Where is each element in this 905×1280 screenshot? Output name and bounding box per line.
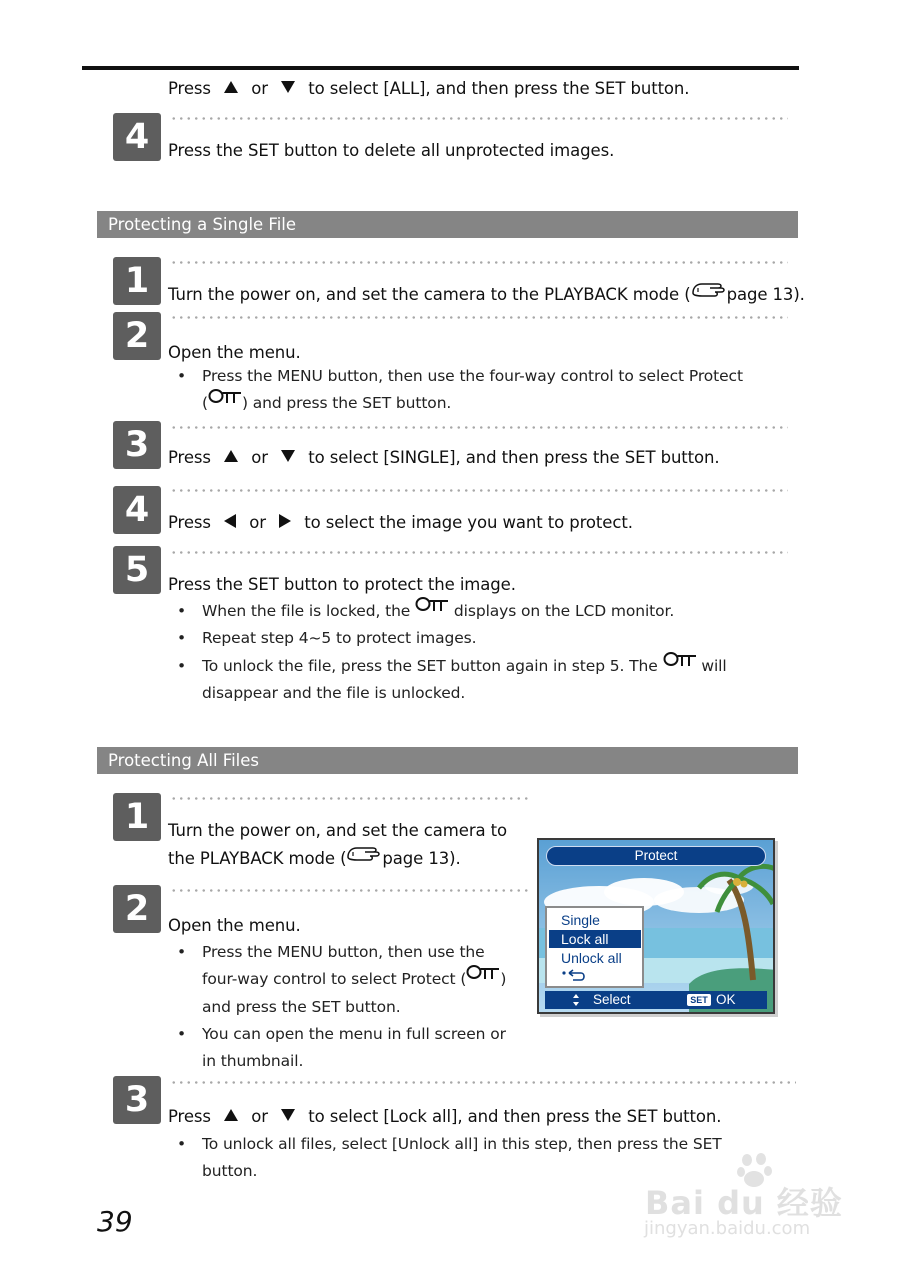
bullet-continuation: in thumbnail.: [202, 1052, 304, 1070]
text-press: Press: [168, 1107, 211, 1126]
dotted-divider: [170, 426, 788, 429]
step-text: [168, 281, 805, 310]
lcd-ok-label: OK: [716, 992, 736, 1007]
text-select-single: to select [SINGLE], and then press the SET button.: [308, 448, 720, 467]
step-text: Press the SET button to delete all unprotected images.: [168, 141, 615, 160]
lcd-menu-item-unlock-all[interactable]: Unlock all: [561, 950, 622, 966]
lcd-protect-menu: [545, 906, 644, 988]
bullet-continuation: button.: [202, 1162, 258, 1180]
page-number: 39: [97, 1205, 133, 1238]
up-arrow-icon: [224, 81, 238, 93]
back-arrow-icon: [561, 968, 587, 982]
section-heading-single: [97, 211, 798, 238]
step-number-badge: 4: [113, 486, 161, 534]
step-number-badge: 2: [113, 885, 161, 933]
top-rule: [82, 66, 799, 70]
dotted-divider: [170, 889, 532, 892]
text-or: or: [251, 448, 268, 467]
up-arrow-icon: [224, 1109, 238, 1121]
set-key-icon: SET: [687, 994, 711, 1006]
bullet-text: displays on the LCD monitor.: [453, 602, 675, 620]
text-or: or: [251, 79, 268, 98]
left-arrow-icon: [224, 514, 236, 528]
dotted-divider: [170, 316, 788, 319]
text-or: or: [251, 1107, 268, 1126]
step-number-badge: 3: [113, 421, 161, 469]
text-playback: the PLAYBACK mode (: [168, 849, 347, 868]
watermark-brand: Bai du 经验: [645, 1184, 843, 1222]
dotted-divider: [170, 797, 532, 800]
bullet-text: Repeat step 4~5 to protect images.: [202, 629, 477, 647]
step-number-badge: 4: [113, 113, 161, 161]
bullet-item: • When the file is locked, the displays on the LCD monitor.: [202, 598, 674, 625]
bullet-text: Press the MENU button, then use the: [202, 943, 485, 961]
bullet-text: You can open the menu in full screen or: [202, 1025, 506, 1043]
text-or: or: [249, 513, 266, 532]
step-text: [168, 845, 461, 874]
text-page-ref: page 13).: [382, 849, 461, 868]
text-select-lock-all: to select [Lock all], and then press the SET button.: [308, 1107, 722, 1126]
text-page-ref: page 13).: [726, 285, 805, 304]
baidu-watermark: [640, 1150, 855, 1245]
text-press: Press: [168, 513, 211, 532]
bullet-text: To unlock all files, select [Unlock all] in this step, then press the SET: [202, 1135, 722, 1153]
bullet-text: To unlock the file, press the SET button again in step 5. The: [202, 657, 658, 675]
step-number-badge: 1: [113, 257, 161, 305]
bullet-text: Press the MENU button, then use the four-way control to select Protect: [202, 367, 743, 385]
up-arrow-icon: [224, 450, 238, 462]
lcd-menu-item-lock-all[interactable]: Lock all: [549, 930, 641, 948]
step-number-badge: 1: [113, 793, 161, 841]
lcd-menu-item-single[interactable]: Single: [561, 912, 600, 928]
key-lock-icon: [663, 650, 697, 677]
step-text: Press the SET button to protect the image.: [168, 575, 516, 594]
bullet-item: • To unlock all files, select [Unlock all] in this step, then press the SET: [177, 1135, 722, 1153]
bullet-continuation: [202, 966, 506, 993]
updown-arrow-icon: [571, 991, 581, 1014]
down-arrow-icon: [281, 81, 295, 93]
bullet-item: • Repeat step 4~5 to protect images.: [177, 629, 477, 647]
lcd-select-label: Select: [593, 992, 631, 1007]
step-number-badge: 2: [113, 312, 161, 360]
lcd-menu-item-back[interactable]: [549, 968, 641, 986]
down-arrow-icon: [281, 450, 295, 462]
step-text: Open the menu.: [168, 916, 301, 935]
section-heading-all: [97, 747, 798, 774]
down-arrow-icon: [281, 1109, 295, 1121]
bullet-text: four-way control to select Protect (: [202, 970, 467, 988]
step-number-badge: 3: [113, 1076, 161, 1124]
step-text: [168, 509, 633, 536]
key-lock-icon: [208, 387, 242, 414]
bullet-text: ) and press the SET button.: [241, 394, 452, 412]
step-text: Turn the power on, and set the camera to: [168, 821, 508, 840]
bullet-item: • You can open the menu in full screen or: [177, 1025, 506, 1043]
step-number-badge: 5: [113, 546, 161, 594]
step-text: [168, 1103, 721, 1130]
section-heading-text: Protecting a Single File: [108, 215, 297, 234]
section-heading-text: Protecting All Files: [108, 751, 260, 770]
lcd-screenshot: [537, 838, 775, 1014]
bullet-continuation: [202, 390, 451, 417]
pointing-hand-icon: [346, 843, 382, 871]
dotted-divider: [170, 489, 788, 492]
lcd-status-bar: [545, 991, 767, 1009]
text-paren: (: [202, 394, 208, 412]
select-all-instruction: [168, 75, 689, 102]
text-press: Press: [168, 79, 211, 98]
bullet-text: ): [500, 970, 507, 988]
watermark-url: jingyan.baidu.com: [644, 1218, 811, 1239]
bullet-item: • Press the MENU button, then use the: [177, 943, 485, 961]
bullet-text: will: [701, 657, 727, 675]
bullet-continuation: disappear and the file is unlocked.: [202, 684, 466, 702]
dotted-divider: [170, 551, 788, 554]
bullet-text: When the file is locked, the: [202, 602, 411, 620]
bullet-continuation: and press the SET button.: [202, 998, 401, 1016]
bullet-item: • To unlock the file, press the SET button again in step 5. The will: [202, 653, 727, 680]
pointing-hand-icon: [691, 279, 727, 307]
lcd-title-bar: Protect: [546, 846, 766, 866]
dotted-divider: [170, 261, 788, 264]
key-lock-icon: [415, 595, 449, 622]
key-lock-icon: [466, 963, 500, 990]
step-text: Open the menu.: [168, 343, 301, 362]
bullet-item: • Press the MENU button, then use the four-way control to select Protect: [177, 367, 743, 385]
dotted-divider: [170, 117, 788, 120]
text-power-on: Turn the power on, and set the camera to the PLAYBACK mode (: [168, 285, 691, 304]
dotted-divider: [170, 1081, 796, 1084]
text-select-image: to select the image you want to protect.: [304, 513, 633, 532]
right-arrow-icon: [279, 514, 291, 528]
text-select-all: to select [ALL], and then press the SET button.: [308, 79, 690, 98]
step-text: [168, 444, 720, 471]
text-press: Press: [168, 448, 211, 467]
